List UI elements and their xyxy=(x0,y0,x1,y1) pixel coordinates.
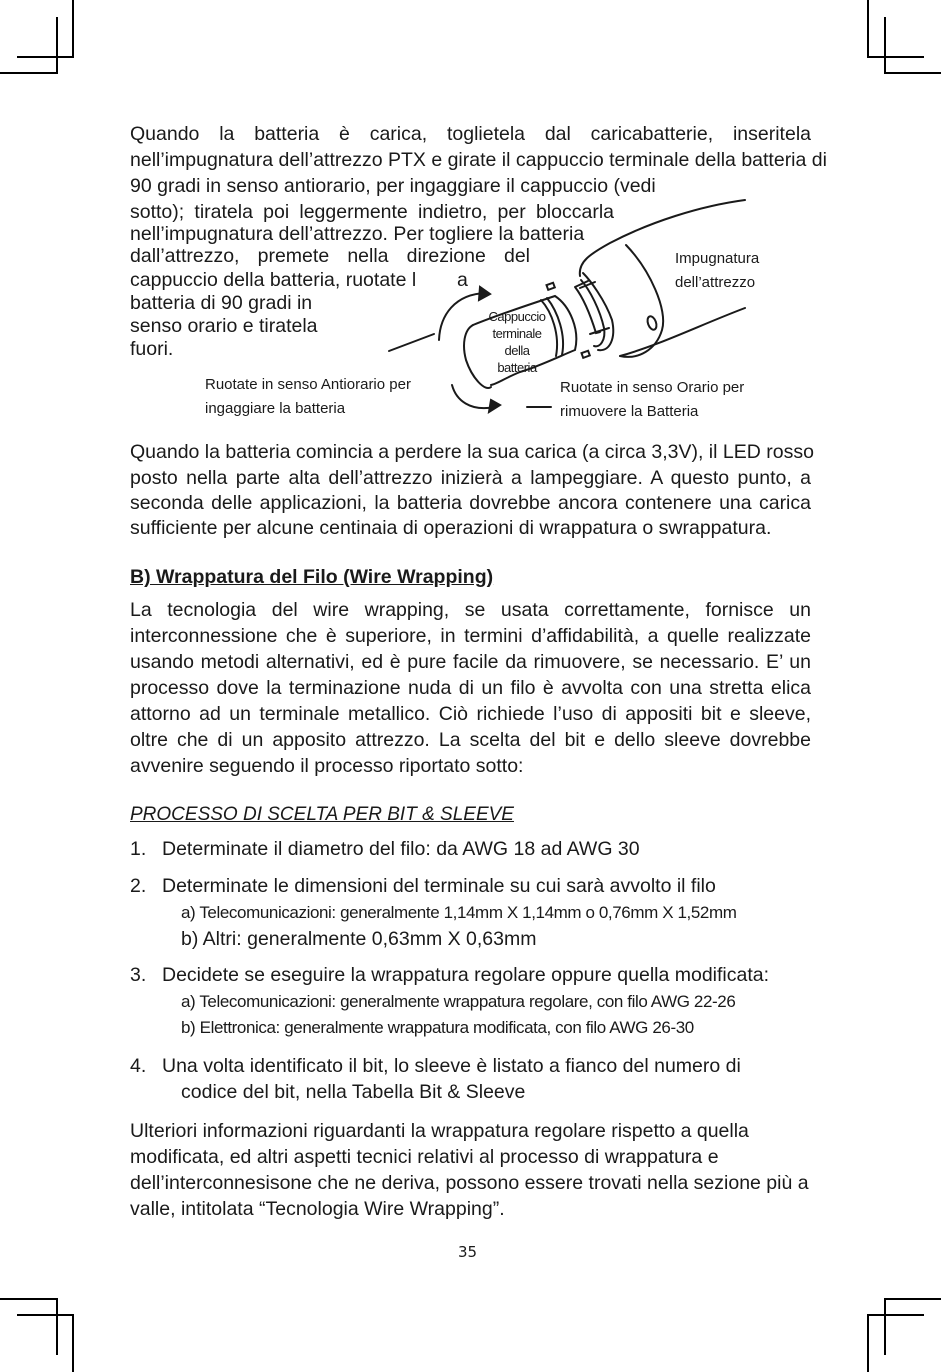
text-line: interconnessione che è superiore, in termini d’affidabilità, a quelle realizzate xyxy=(130,625,811,647)
text-line: modificata, ed altri aspetti tecnici relativi al processo di wrappatura e xyxy=(130,1146,719,1168)
handle-outline-bottom xyxy=(620,308,745,356)
cap-tab-top xyxy=(546,283,554,290)
step-text: Una volta identificato il bit, lo sleeve è listato a fianco del numero di xyxy=(162,1055,741,1077)
section-heading: B) Wrappatura del Filo (Wire Wrapping) xyxy=(130,566,494,588)
text-line: oltre che di un apposito attrezzo. La scelta del bit e dello sleeve dovrebbe xyxy=(130,729,811,751)
step-subitem: a) Telecomunicazioni: generalmente wrappatura regolare, con filo AWG 22-26 xyxy=(181,992,736,1011)
process-step xyxy=(130,1053,741,1079)
ccw-label: Ruotate in senso Antiorario per xyxy=(205,376,411,393)
text-line: 90 gradi in senso antiorario, per ingaggiare il cappuccio (vedi xyxy=(130,175,656,197)
process-step xyxy=(130,873,716,899)
text-line: seconda delle applicazioni, la batteria dovrebbe ancora contenere una carica xyxy=(130,492,811,514)
cap-label xyxy=(478,308,556,376)
text-line: Quando la batteria comincia a perdere la sua carica (a circa 3,3V), il LED rosso xyxy=(130,441,814,463)
cw-label: rimuovere la Batteria xyxy=(560,403,699,420)
step-number: 4. xyxy=(130,1055,147,1077)
ccw-leader-line xyxy=(389,334,434,351)
step-subitem: b) Elettronica: generalmente wrappatura modificata, con filo AWG 26-30 xyxy=(181,1018,694,1037)
step-number: 1. xyxy=(130,838,147,860)
text-line: dell’interconnesisone che ne deriva, possono essere trovati nella sezione più a xyxy=(130,1172,809,1194)
cap-tab-bottom xyxy=(581,351,589,358)
text-line: sufficiente per alcune centinaia di operazioni di wrappatura o swrappatura. xyxy=(130,517,772,539)
collar-inner xyxy=(581,280,604,346)
process-step xyxy=(130,962,769,988)
text-line: dall’attrezzo, premete nella direzione del xyxy=(130,245,530,267)
ccw-arrowhead xyxy=(479,287,490,300)
cw-label: Ruotate in senso Orario per xyxy=(560,379,745,396)
text-line: processo dove la terminazione nuda di un filo è avvolta con una stretta elica xyxy=(130,677,811,699)
text-line: avvenire seguendo il processo riportato sotto: xyxy=(130,755,524,777)
text-line: a xyxy=(457,269,468,291)
process-title: PROCESSO DI SCELTA PER BIT & SLEEVE xyxy=(130,804,514,825)
handle-front-ring xyxy=(620,245,663,357)
text-line: sotto); tiratela poi leggermente indietro, per bloccarla xyxy=(130,201,614,223)
text-line: posto nella parte alta dell’attrezzo inizierà a lampeggiare. A questo punto, a xyxy=(130,467,811,489)
cap-label-line: Cappuccio xyxy=(488,309,546,324)
text-line: cappuccio della batteria, ruotate l xyxy=(130,269,417,291)
cap-label-line: della xyxy=(504,343,530,358)
step-text: Determinate le dimensioni del terminale su cui sarà avvolto il filo xyxy=(162,875,716,897)
cap-label-line: terminale xyxy=(492,326,542,341)
step-subitem: a) Telecomunicazioni: generalmente 1,14mm X 1,14mm o 0,76mm X 1,52mm xyxy=(181,903,737,922)
process-step xyxy=(130,836,640,862)
handle-label: Impugnatura xyxy=(675,250,760,267)
text-line: nell’impugnatura dell’attrezzo. Per togliere la batteria xyxy=(130,223,585,245)
cw-arrowhead xyxy=(489,400,500,412)
text-line: attorno ad un terminale metallico. Ciò richiede l’uso di appositi bit e sleeve, xyxy=(130,703,811,725)
ccw-label: ingaggiare la batteria xyxy=(205,400,346,417)
step-continuation: codice del bit, nella Tabella Bit & Sleeve xyxy=(181,1081,526,1103)
step-number: 2. xyxy=(130,875,147,897)
step-text: Decidete se eseguire la wrappatura regolare oppure quella modificata: xyxy=(162,964,770,986)
handle-label: dell’attrezzo xyxy=(675,274,756,291)
cap-label-line: batteria xyxy=(497,360,537,375)
step-subitem: b) Altri: generalmente 0,63mm X 0,63mm xyxy=(181,928,537,950)
text-line: fuori. xyxy=(130,338,174,360)
page-number: 35 xyxy=(458,1243,478,1261)
text-line: senso orario e tiratela xyxy=(130,315,318,337)
text-line: La tecnologia del wire wrapping, se usata correttamente, fornisce un xyxy=(130,599,811,621)
text-line: Quando la batteria è carica, toglietela dal caricabatterie, inseritela xyxy=(130,123,811,145)
text-line: Ulteriori informazioni riguardanti la wrappatura regolare rispetto a quella xyxy=(130,1120,749,1142)
text-line: nell’impugnatura dell’attrezzo PTX e girate il cappuccio terminale della batteria di xyxy=(130,149,827,171)
text-line: usando metodi alternativi, ed è pure facile da rimuovere, se necessario. E’ un xyxy=(130,651,811,673)
handle-hole-icon xyxy=(646,315,658,331)
text-line: batteria di 90 gradi in xyxy=(130,292,313,314)
text-line: valle, intitolata “Tecnologia Wire Wrapping”. xyxy=(130,1198,505,1220)
step-text: Determinate il diametro del filo: da AWG 18 ad AWG 30 xyxy=(162,838,640,860)
step-number: 3. xyxy=(130,964,147,986)
